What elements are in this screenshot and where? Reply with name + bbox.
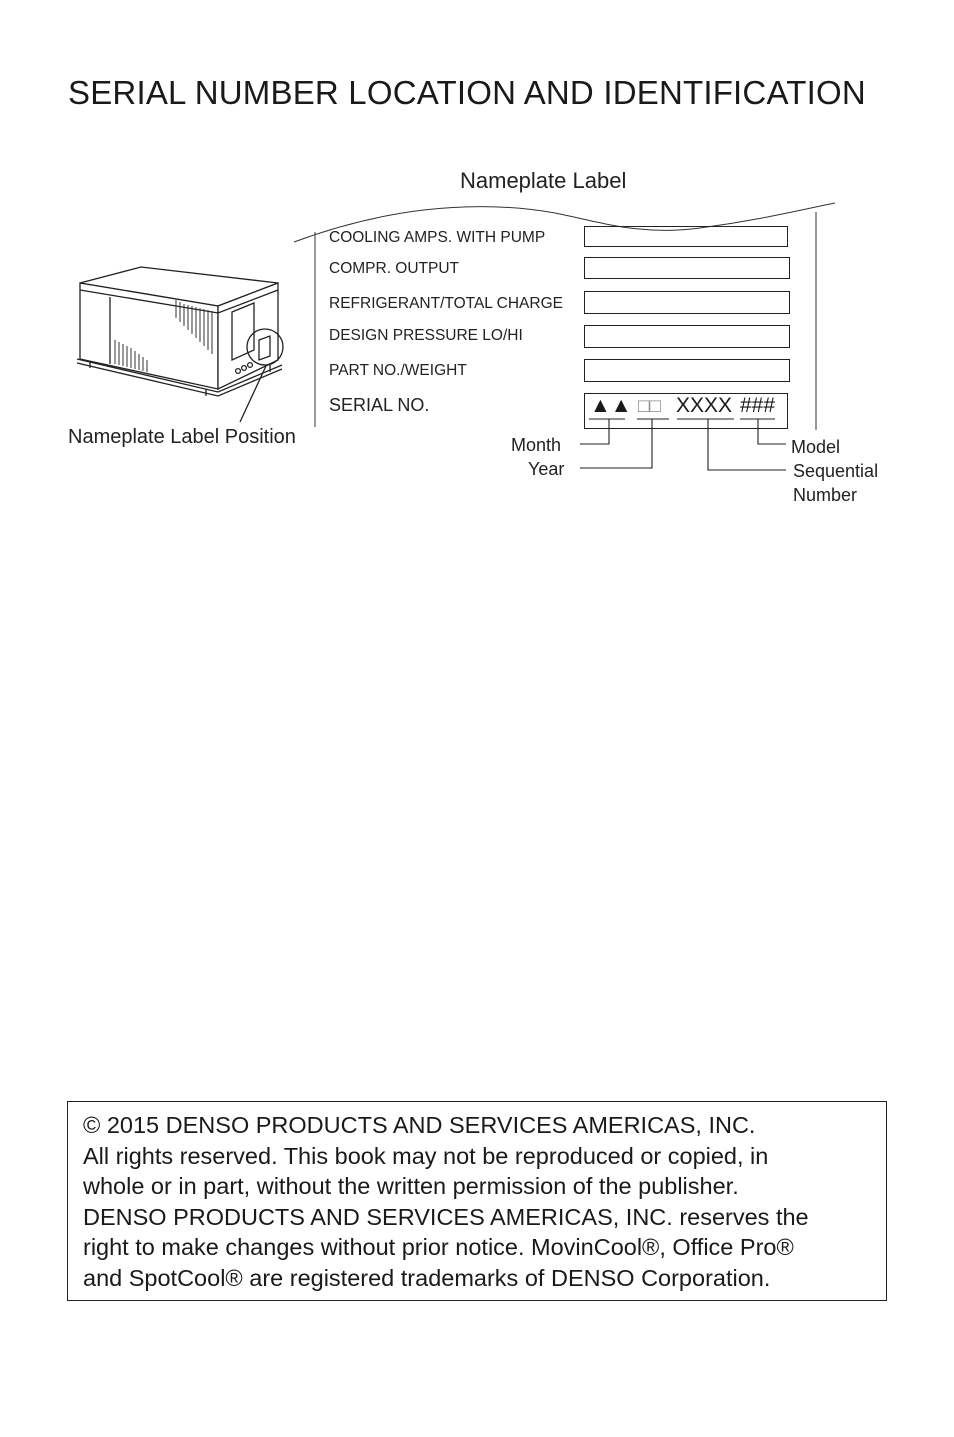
nameplate-position-label: Nameplate Label Position [68, 426, 296, 448]
serial-month-year-symbols: ▲▲ [590, 394, 632, 417]
copyright-line: © 2015 DENSO PRODUCTS AND SERVICES AMERICAS, INC. [83, 1112, 756, 1138]
value-box-refrigerant-charge [584, 291, 790, 314]
callout-year: Year [528, 459, 565, 479]
copyright-line: All rights reserved. This book may not be reproduced or copied, in [83, 1142, 769, 1169]
value-box-part-no-weight [584, 359, 790, 382]
serial-squares: □□ [638, 396, 661, 417]
copyright-line: and SpotCool® are registered trademarks of DENSO Corporation. [83, 1264, 771, 1291]
value-box-compr-output [584, 257, 790, 279]
label-part-no-weight: PART NO./WEIGHT [329, 362, 467, 379]
callout-number: Number [793, 485, 858, 505]
callout-month: Month [511, 435, 562, 455]
copyright-line: whole or in part, without the written permission of the publisher. [83, 1173, 739, 1199]
label-serial-no: SERIAL NO. [329, 395, 430, 415]
value-box-cooling-amps [584, 226, 788, 247]
page-title: SERIAL NUMBER LOCATION AND IDENTIFICATION [68, 74, 866, 111]
callout-sequential: Sequential [793, 461, 879, 481]
unit-illustration [77, 267, 282, 396]
copyright-line: right to make changes without prior notice. MovinCool®, Office Pro® [83, 1234, 794, 1260]
label-design-pressure: DESIGN PRESSURE LO/HI [329, 327, 523, 344]
copyright-notice [67, 1101, 887, 1301]
value-box-design-pressure [584, 325, 790, 348]
label-compr-output: COMPR. OUTPUT [329, 260, 460, 277]
serial-model: ### [740, 394, 776, 417]
label-cooling-amps: COOLING AMPS. WITH PUMP [329, 229, 546, 246]
copyright-line: DENSO PRODUCTS AND SERVICES AMERICAS, INC. reserves the [83, 1203, 809, 1230]
serial-sequence: XXXX [676, 394, 733, 417]
nameplate-title: Nameplate Label [460, 168, 627, 193]
label-refrigerant-charge: REFRIGERANT/TOTAL CHARGE [329, 295, 563, 312]
callout-model: Model [791, 437, 841, 457]
